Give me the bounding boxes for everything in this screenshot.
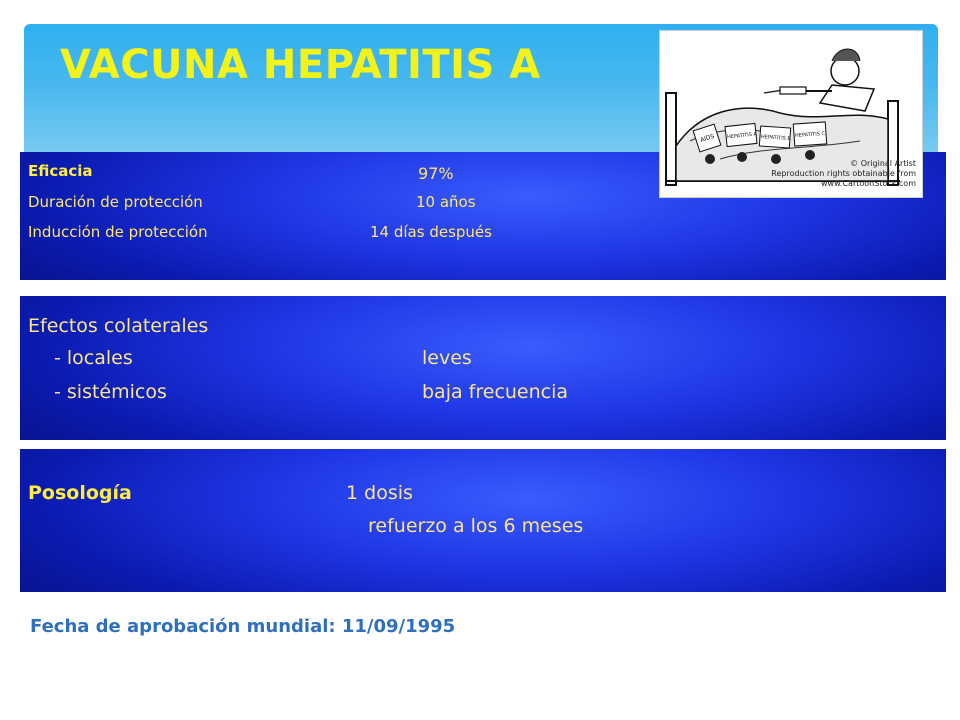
dosage-label: Posología [28, 482, 132, 504]
sign-aids: AIDS [699, 132, 716, 144]
side-effects-heading: Efectos colaterales [28, 315, 209, 337]
side-effects-panel [20, 296, 946, 440]
sign-hep-b: HEPATITIS B [760, 134, 792, 143]
slide-title: VACUNA HEPATITIS A [60, 42, 541, 88]
sign-hep-c: HEPATITIS C [794, 130, 826, 140]
duration-value: 10 años [416, 193, 476, 211]
duration-label: Duración de protección [28, 193, 203, 211]
local-effects-value: leves [422, 347, 472, 369]
cartoon-credit-url: www.CartoonStock.com [821, 179, 916, 188]
induction-label: Inducción de protección [28, 223, 208, 241]
systemic-effects-label: - sistémicos [54, 381, 167, 403]
dosage-booster: refuerzo a los 6 meses [368, 515, 584, 537]
efficacy-label: Eficacia [28, 162, 93, 180]
efficacy-value: 97% [418, 164, 454, 183]
cartoon-credit-rights: Reproduction rights obtainable from [771, 169, 916, 178]
cartoon-credit-artist: © Original Artist [850, 159, 916, 168]
dosage-panel [20, 449, 946, 592]
dosage-doses: 1 dosis [346, 482, 413, 504]
sign-hep-a: HEPATITIS A [726, 131, 758, 141]
local-effects-label: - locales [54, 347, 133, 369]
induction-value: 14 días después [370, 223, 492, 241]
systemic-effects-value: baja frecuencia [422, 381, 569, 403]
approval-date: Fecha de aprobación mundial: 11/09/1995 [30, 616, 456, 637]
cartoon-image [659, 30, 923, 198]
